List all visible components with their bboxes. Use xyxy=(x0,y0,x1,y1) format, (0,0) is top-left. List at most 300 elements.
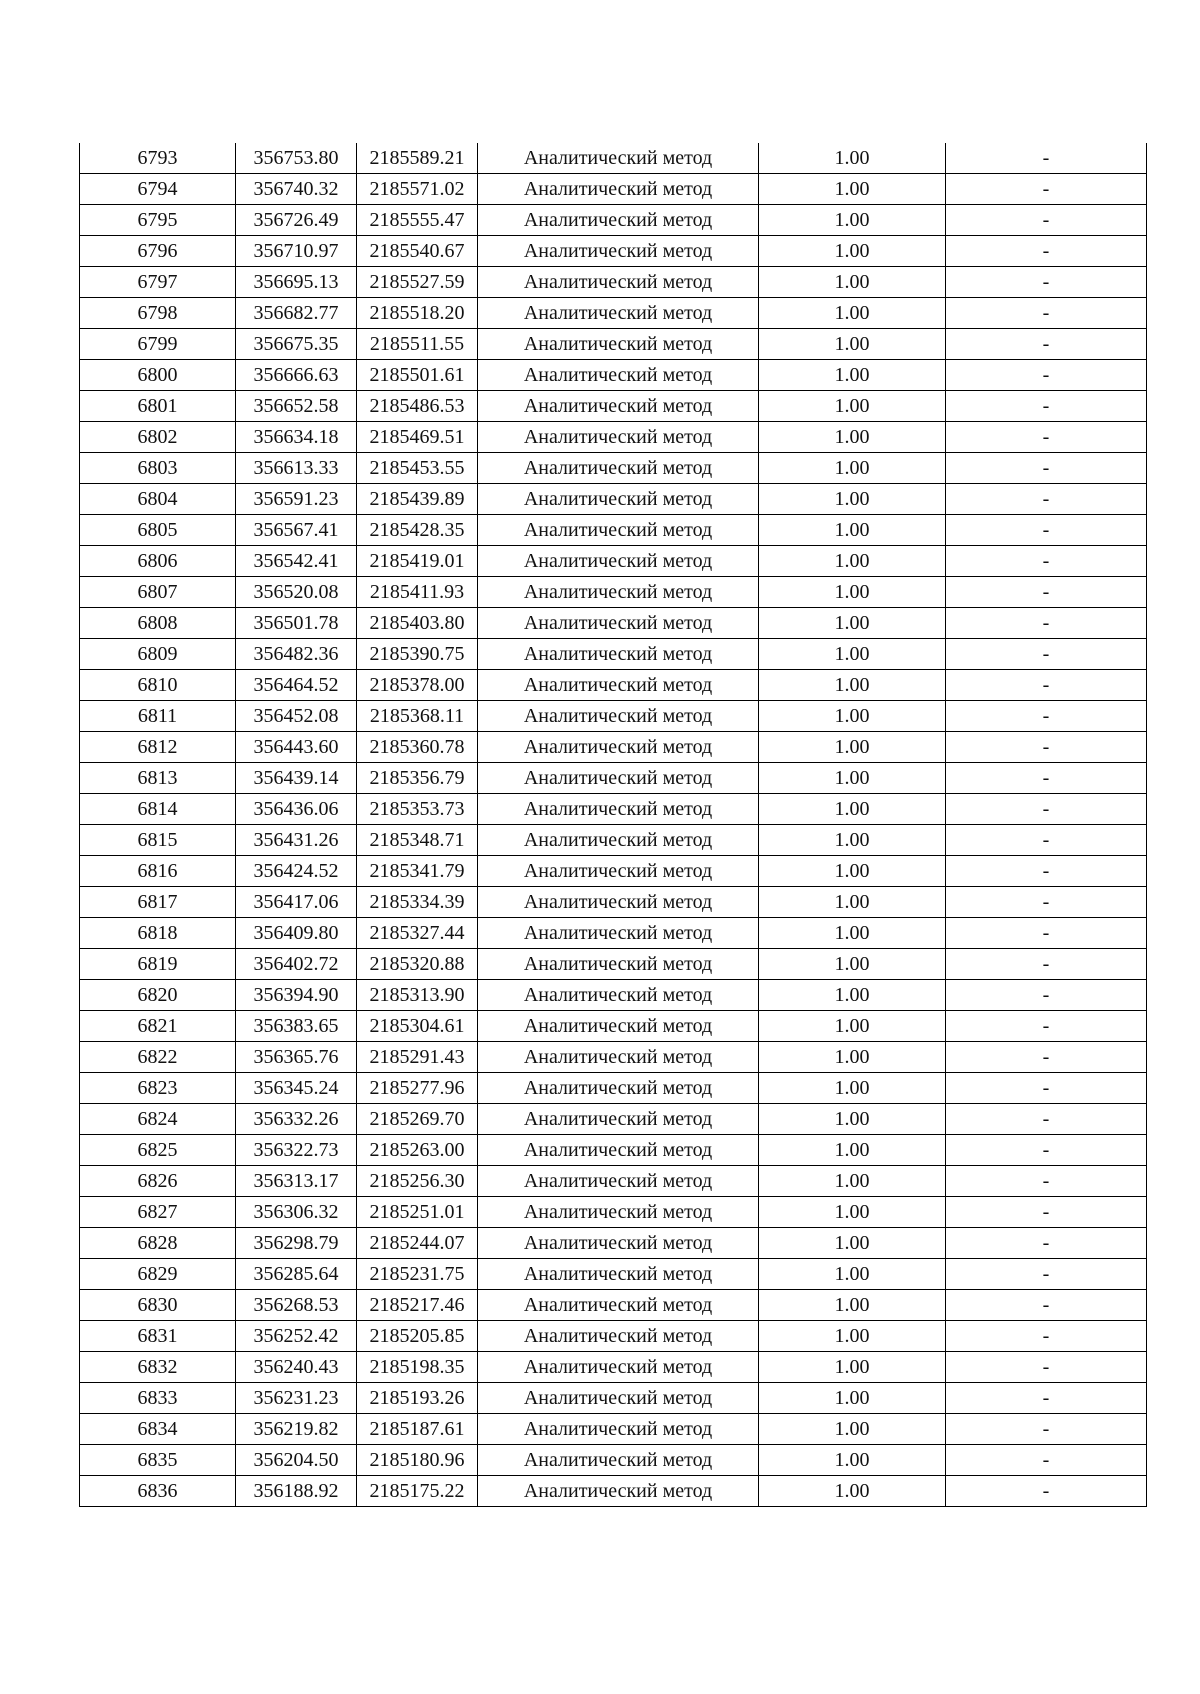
accuracy-cell: 1.00 xyxy=(759,143,946,174)
method-cell: Аналитический метод xyxy=(478,298,759,329)
method-cell: Аналитический метод xyxy=(478,1383,759,1414)
method-cell: Аналитический метод xyxy=(478,639,759,670)
method-cell: Аналитический метод xyxy=(478,143,759,174)
description-cell: - xyxy=(946,453,1147,484)
accuracy-cell: 1.00 xyxy=(759,887,946,918)
y-coordinate-cell: 2185555.47 xyxy=(357,205,478,236)
accuracy-cell: 1.00 xyxy=(759,174,946,205)
point-number-cell: 6814 xyxy=(80,794,236,825)
point-number-cell: 6804 xyxy=(80,484,236,515)
y-coordinate-cell: 2185378.00 xyxy=(357,670,478,701)
method-cell: Аналитический метод xyxy=(478,701,759,732)
table-row xyxy=(80,1383,1147,1414)
point-number-cell: 6816 xyxy=(80,856,236,887)
method-cell: Аналитический метод xyxy=(478,422,759,453)
accuracy-cell: 1.00 xyxy=(759,918,946,949)
point-number-cell: 6803 xyxy=(80,453,236,484)
method-cell: Аналитический метод xyxy=(478,980,759,1011)
description-cell: - xyxy=(946,546,1147,577)
y-coordinate-cell: 2185291.43 xyxy=(357,1042,478,1073)
method-cell: Аналитический метод xyxy=(478,267,759,298)
table-row xyxy=(80,1073,1147,1104)
y-coordinate-cell: 2185419.01 xyxy=(357,546,478,577)
accuracy-cell: 1.00 xyxy=(759,732,946,763)
y-coordinate-cell: 2185269.70 xyxy=(357,1104,478,1135)
x-coordinate-cell: 356424.52 xyxy=(236,856,357,887)
accuracy-cell: 1.00 xyxy=(759,1011,946,1042)
y-coordinate-cell: 2185175.22 xyxy=(357,1476,478,1507)
description-cell: - xyxy=(946,1135,1147,1166)
table-row xyxy=(80,1476,1147,1507)
description-cell: - xyxy=(946,1290,1147,1321)
method-cell: Аналитический метод xyxy=(478,825,759,856)
point-number-cell: 6827 xyxy=(80,1197,236,1228)
x-coordinate-cell: 356666.63 xyxy=(236,360,357,391)
point-number-cell: 6805 xyxy=(80,515,236,546)
description-cell: - xyxy=(946,174,1147,205)
table-row xyxy=(80,701,1147,732)
y-coordinate-cell: 2185511.55 xyxy=(357,329,478,360)
y-coordinate-cell: 2185231.75 xyxy=(357,1259,478,1290)
table-row xyxy=(80,949,1147,980)
table-row xyxy=(80,546,1147,577)
table-row xyxy=(80,329,1147,360)
y-coordinate-cell: 2185403.80 xyxy=(357,608,478,639)
table-row xyxy=(80,608,1147,639)
point-number-cell: 6801 xyxy=(80,391,236,422)
table-row xyxy=(80,1321,1147,1352)
point-number-cell: 6819 xyxy=(80,949,236,980)
description-cell: - xyxy=(946,980,1147,1011)
description-cell: - xyxy=(946,329,1147,360)
method-cell: Аналитический метод xyxy=(478,1352,759,1383)
table-row xyxy=(80,236,1147,267)
y-coordinate-cell: 2185527.59 xyxy=(357,267,478,298)
accuracy-cell: 1.00 xyxy=(759,1352,946,1383)
accuracy-cell: 1.00 xyxy=(759,360,946,391)
description-cell: - xyxy=(946,887,1147,918)
description-cell: - xyxy=(946,298,1147,329)
accuracy-cell: 1.00 xyxy=(759,205,946,236)
description-cell: - xyxy=(946,1321,1147,1352)
table-row xyxy=(80,174,1147,205)
table-row xyxy=(80,1104,1147,1135)
accuracy-cell: 1.00 xyxy=(759,1445,946,1476)
table-row xyxy=(80,1290,1147,1321)
table-row xyxy=(80,143,1147,174)
description-cell: - xyxy=(946,1073,1147,1104)
y-coordinate-cell: 2185353.73 xyxy=(357,794,478,825)
x-coordinate-cell: 356682.77 xyxy=(236,298,357,329)
description-cell: - xyxy=(946,1042,1147,1073)
accuracy-cell: 1.00 xyxy=(759,1166,946,1197)
table-row xyxy=(80,360,1147,391)
point-number-cell: 6798 xyxy=(80,298,236,329)
y-coordinate-cell: 2185334.39 xyxy=(357,887,478,918)
x-coordinate-cell: 356417.06 xyxy=(236,887,357,918)
point-number-cell: 6794 xyxy=(80,174,236,205)
point-number-cell: 6811 xyxy=(80,701,236,732)
accuracy-cell: 1.00 xyxy=(759,1290,946,1321)
y-coordinate-cell: 2185540.67 xyxy=(357,236,478,267)
point-number-cell: 6813 xyxy=(80,763,236,794)
accuracy-cell: 1.00 xyxy=(759,980,946,1011)
description-cell: - xyxy=(946,1228,1147,1259)
description-cell: - xyxy=(946,1011,1147,1042)
accuracy-cell: 1.00 xyxy=(759,825,946,856)
table-row xyxy=(80,1445,1147,1476)
x-coordinate-cell: 356431.26 xyxy=(236,825,357,856)
y-coordinate-cell: 2185439.89 xyxy=(357,484,478,515)
point-number-cell: 6802 xyxy=(80,422,236,453)
y-coordinate-cell: 2185360.78 xyxy=(357,732,478,763)
coordinates-table-body xyxy=(80,143,1147,1507)
y-coordinate-cell: 2185193.26 xyxy=(357,1383,478,1414)
table-row xyxy=(80,887,1147,918)
point-number-cell: 6810 xyxy=(80,670,236,701)
point-number-cell: 6808 xyxy=(80,608,236,639)
point-number-cell: 6831 xyxy=(80,1321,236,1352)
method-cell: Аналитический метод xyxy=(478,1476,759,1507)
description-cell: - xyxy=(946,422,1147,453)
table-row xyxy=(80,391,1147,422)
table-row xyxy=(80,670,1147,701)
x-coordinate-cell: 356501.78 xyxy=(236,608,357,639)
y-coordinate-cell: 2185244.07 xyxy=(357,1228,478,1259)
x-coordinate-cell: 356313.17 xyxy=(236,1166,357,1197)
y-coordinate-cell: 2185313.90 xyxy=(357,980,478,1011)
point-number-cell: 6809 xyxy=(80,639,236,670)
table-row xyxy=(80,298,1147,329)
accuracy-cell: 1.00 xyxy=(759,1383,946,1414)
y-coordinate-cell: 2185589.21 xyxy=(357,143,478,174)
point-number-cell: 6829 xyxy=(80,1259,236,1290)
x-coordinate-cell: 356520.08 xyxy=(236,577,357,608)
method-cell: Аналитический метод xyxy=(478,1414,759,1445)
point-number-cell: 6832 xyxy=(80,1352,236,1383)
y-coordinate-cell: 2185501.61 xyxy=(357,360,478,391)
point-number-cell: 6830 xyxy=(80,1290,236,1321)
accuracy-cell: 1.00 xyxy=(759,794,946,825)
x-coordinate-cell: 356240.43 xyxy=(236,1352,357,1383)
point-number-cell: 6820 xyxy=(80,980,236,1011)
x-coordinate-cell: 356542.41 xyxy=(236,546,357,577)
accuracy-cell: 1.00 xyxy=(759,856,946,887)
table-row xyxy=(80,732,1147,763)
description-cell: - xyxy=(946,608,1147,639)
point-number-cell: 6824 xyxy=(80,1104,236,1135)
accuracy-cell: 1.00 xyxy=(759,422,946,453)
point-number-cell: 6793 xyxy=(80,143,236,174)
x-coordinate-cell: 356409.80 xyxy=(236,918,357,949)
x-coordinate-cell: 356726.49 xyxy=(236,205,357,236)
description-cell: - xyxy=(946,732,1147,763)
y-coordinate-cell: 2185469.51 xyxy=(357,422,478,453)
method-cell: Аналитический метод xyxy=(478,670,759,701)
x-coordinate-cell: 356345.24 xyxy=(236,1073,357,1104)
point-number-cell: 6834 xyxy=(80,1414,236,1445)
x-coordinate-cell: 356675.35 xyxy=(236,329,357,360)
description-cell: - xyxy=(946,1445,1147,1476)
method-cell: Аналитический метод xyxy=(478,918,759,949)
y-coordinate-cell: 2185390.75 xyxy=(357,639,478,670)
point-number-cell: 6823 xyxy=(80,1073,236,1104)
y-coordinate-cell: 2185180.96 xyxy=(357,1445,478,1476)
description-cell: - xyxy=(946,1476,1147,1507)
method-cell: Аналитический метод xyxy=(478,546,759,577)
description-cell: - xyxy=(946,856,1147,887)
accuracy-cell: 1.00 xyxy=(759,453,946,484)
x-coordinate-cell: 356567.41 xyxy=(236,515,357,546)
accuracy-cell: 1.00 xyxy=(759,1197,946,1228)
table-row xyxy=(80,515,1147,546)
accuracy-cell: 1.00 xyxy=(759,1104,946,1135)
y-coordinate-cell: 2185453.55 xyxy=(357,453,478,484)
method-cell: Аналитический метод xyxy=(478,174,759,205)
x-coordinate-cell: 356452.08 xyxy=(236,701,357,732)
method-cell: Аналитический метод xyxy=(478,1135,759,1166)
accuracy-cell: 1.00 xyxy=(759,639,946,670)
accuracy-cell: 1.00 xyxy=(759,298,946,329)
x-coordinate-cell: 356439.14 xyxy=(236,763,357,794)
y-coordinate-cell: 2185251.01 xyxy=(357,1197,478,1228)
accuracy-cell: 1.00 xyxy=(759,763,946,794)
accuracy-cell: 1.00 xyxy=(759,484,946,515)
method-cell: Аналитический метод xyxy=(478,1197,759,1228)
y-coordinate-cell: 2185356.79 xyxy=(357,763,478,794)
method-cell: Аналитический метод xyxy=(478,1321,759,1352)
table-row xyxy=(80,1259,1147,1290)
description-cell: - xyxy=(946,515,1147,546)
y-coordinate-cell: 2185198.35 xyxy=(357,1352,478,1383)
table-row xyxy=(80,577,1147,608)
method-cell: Аналитический метод xyxy=(478,1290,759,1321)
point-number-cell: 6797 xyxy=(80,267,236,298)
y-coordinate-cell: 2185428.35 xyxy=(357,515,478,546)
description-cell: - xyxy=(946,1414,1147,1445)
accuracy-cell: 1.00 xyxy=(759,670,946,701)
y-coordinate-cell: 2185256.30 xyxy=(357,1166,478,1197)
x-coordinate-cell: 356436.06 xyxy=(236,794,357,825)
method-cell: Аналитический метод xyxy=(478,453,759,484)
method-cell: Аналитический метод xyxy=(478,329,759,360)
method-cell: Аналитический метод xyxy=(478,856,759,887)
method-cell: Аналитический метод xyxy=(478,1042,759,1073)
accuracy-cell: 1.00 xyxy=(759,1042,946,1073)
description-cell: - xyxy=(946,360,1147,391)
method-cell: Аналитический метод xyxy=(478,484,759,515)
x-coordinate-cell: 356332.26 xyxy=(236,1104,357,1135)
description-cell: - xyxy=(946,1104,1147,1135)
description-cell: - xyxy=(946,143,1147,174)
table-row xyxy=(80,484,1147,515)
accuracy-cell: 1.00 xyxy=(759,577,946,608)
accuracy-cell: 1.00 xyxy=(759,701,946,732)
x-coordinate-cell: 356365.76 xyxy=(236,1042,357,1073)
x-coordinate-cell: 356443.60 xyxy=(236,732,357,763)
y-coordinate-cell: 2185327.44 xyxy=(357,918,478,949)
point-number-cell: 6799 xyxy=(80,329,236,360)
table-row xyxy=(80,1135,1147,1166)
method-cell: Аналитический метод xyxy=(478,1011,759,1042)
y-coordinate-cell: 2185348.71 xyxy=(357,825,478,856)
description-cell: - xyxy=(946,205,1147,236)
table-row xyxy=(80,856,1147,887)
accuracy-cell: 1.00 xyxy=(759,1321,946,1352)
method-cell: Аналитический метод xyxy=(478,1166,759,1197)
method-cell: Аналитический метод xyxy=(478,515,759,546)
point-number-cell: 6826 xyxy=(80,1166,236,1197)
y-coordinate-cell: 2185320.88 xyxy=(357,949,478,980)
method-cell: Аналитический метод xyxy=(478,949,759,980)
point-number-cell: 6817 xyxy=(80,887,236,918)
point-number-cell: 6807 xyxy=(80,577,236,608)
accuracy-cell: 1.00 xyxy=(759,391,946,422)
table-row xyxy=(80,1166,1147,1197)
point-number-cell: 6818 xyxy=(80,918,236,949)
method-cell: Аналитический метод xyxy=(478,1073,759,1104)
y-coordinate-cell: 2185411.93 xyxy=(357,577,478,608)
x-coordinate-cell: 356652.58 xyxy=(236,391,357,422)
method-cell: Аналитический метод xyxy=(478,577,759,608)
description-cell: - xyxy=(946,794,1147,825)
accuracy-cell: 1.00 xyxy=(759,267,946,298)
description-cell: - xyxy=(946,701,1147,732)
accuracy-cell: 1.00 xyxy=(759,515,946,546)
point-number-cell: 6828 xyxy=(80,1228,236,1259)
accuracy-cell: 1.00 xyxy=(759,546,946,577)
x-coordinate-cell: 356591.23 xyxy=(236,484,357,515)
point-number-cell: 6833 xyxy=(80,1383,236,1414)
y-coordinate-cell: 2185486.53 xyxy=(357,391,478,422)
description-cell: - xyxy=(946,949,1147,980)
point-number-cell: 6822 xyxy=(80,1042,236,1073)
method-cell: Аналитический метод xyxy=(478,236,759,267)
method-cell: Аналитический метод xyxy=(478,763,759,794)
description-cell: - xyxy=(946,670,1147,701)
description-cell: - xyxy=(946,763,1147,794)
x-coordinate-cell: 356464.52 xyxy=(236,670,357,701)
point-number-cell: 6825 xyxy=(80,1135,236,1166)
accuracy-cell: 1.00 xyxy=(759,1414,946,1445)
accuracy-cell: 1.00 xyxy=(759,329,946,360)
point-number-cell: 6835 xyxy=(80,1445,236,1476)
y-coordinate-cell: 2185205.85 xyxy=(357,1321,478,1352)
x-coordinate-cell: 356298.79 xyxy=(236,1228,357,1259)
x-coordinate-cell: 356394.90 xyxy=(236,980,357,1011)
description-cell: - xyxy=(946,1259,1147,1290)
method-cell: Аналитический метод xyxy=(478,205,759,236)
x-coordinate-cell: 356740.32 xyxy=(236,174,357,205)
x-coordinate-cell: 356613.33 xyxy=(236,453,357,484)
table-row xyxy=(80,918,1147,949)
description-cell: - xyxy=(946,918,1147,949)
point-number-cell: 6836 xyxy=(80,1476,236,1507)
coordinates-table xyxy=(79,143,1147,1507)
method-cell: Аналитический метод xyxy=(478,391,759,422)
table-row xyxy=(80,639,1147,670)
description-cell: - xyxy=(946,267,1147,298)
table-row xyxy=(80,1197,1147,1228)
accuracy-cell: 1.00 xyxy=(759,608,946,639)
x-coordinate-cell: 356695.13 xyxy=(236,267,357,298)
description-cell: - xyxy=(946,1352,1147,1383)
y-coordinate-cell: 2185341.79 xyxy=(357,856,478,887)
x-coordinate-cell: 356753.80 xyxy=(236,143,357,174)
method-cell: Аналитический метод xyxy=(478,1445,759,1476)
table-row xyxy=(80,763,1147,794)
point-number-cell: 6821 xyxy=(80,1011,236,1042)
y-coordinate-cell: 2185217.46 xyxy=(357,1290,478,1321)
y-coordinate-cell: 2185571.02 xyxy=(357,174,478,205)
accuracy-cell: 1.00 xyxy=(759,1476,946,1507)
x-coordinate-cell: 356268.53 xyxy=(236,1290,357,1321)
table-row xyxy=(80,825,1147,856)
point-number-cell: 6796 xyxy=(80,236,236,267)
accuracy-cell: 1.00 xyxy=(759,1228,946,1259)
x-coordinate-cell: 356231.23 xyxy=(236,1383,357,1414)
description-cell: - xyxy=(946,1166,1147,1197)
table-row xyxy=(80,1414,1147,1445)
method-cell: Аналитический метод xyxy=(478,608,759,639)
table-row xyxy=(80,1011,1147,1042)
description-cell: - xyxy=(946,577,1147,608)
table-row xyxy=(80,1042,1147,1073)
description-cell: - xyxy=(946,391,1147,422)
x-coordinate-cell: 356204.50 xyxy=(236,1445,357,1476)
x-coordinate-cell: 356219.82 xyxy=(236,1414,357,1445)
table-row xyxy=(80,453,1147,484)
accuracy-cell: 1.00 xyxy=(759,1135,946,1166)
accuracy-cell: 1.00 xyxy=(759,949,946,980)
method-cell: Аналитический метод xyxy=(478,360,759,391)
y-coordinate-cell: 2185187.61 xyxy=(357,1414,478,1445)
x-coordinate-cell: 356188.92 xyxy=(236,1476,357,1507)
accuracy-cell: 1.00 xyxy=(759,236,946,267)
x-coordinate-cell: 356306.32 xyxy=(236,1197,357,1228)
y-coordinate-cell: 2185277.96 xyxy=(357,1073,478,1104)
description-cell: - xyxy=(946,484,1147,515)
table-row xyxy=(80,794,1147,825)
table-row xyxy=(80,267,1147,298)
x-coordinate-cell: 356383.65 xyxy=(236,1011,357,1042)
point-number-cell: 6812 xyxy=(80,732,236,763)
y-coordinate-cell: 2185368.11 xyxy=(357,701,478,732)
x-coordinate-cell: 356710.97 xyxy=(236,236,357,267)
method-cell: Аналитический метод xyxy=(478,887,759,918)
table-row xyxy=(80,1228,1147,1259)
x-coordinate-cell: 356285.64 xyxy=(236,1259,357,1290)
description-cell: - xyxy=(946,639,1147,670)
y-coordinate-cell: 2185518.20 xyxy=(357,298,478,329)
method-cell: Аналитический метод xyxy=(478,1104,759,1135)
table-row xyxy=(80,422,1147,453)
method-cell: Аналитический метод xyxy=(478,732,759,763)
table-row xyxy=(80,1352,1147,1383)
point-number-cell: 6795 xyxy=(80,205,236,236)
x-coordinate-cell: 356252.42 xyxy=(236,1321,357,1352)
description-cell: - xyxy=(946,1197,1147,1228)
description-cell: - xyxy=(946,825,1147,856)
method-cell: Аналитический метод xyxy=(478,1228,759,1259)
x-coordinate-cell: 356482.36 xyxy=(236,639,357,670)
table-row xyxy=(80,205,1147,236)
point-number-cell: 6806 xyxy=(80,546,236,577)
method-cell: Аналитический метод xyxy=(478,794,759,825)
table-row xyxy=(80,980,1147,1011)
accuracy-cell: 1.00 xyxy=(759,1259,946,1290)
method-cell: Аналитический метод xyxy=(478,1259,759,1290)
